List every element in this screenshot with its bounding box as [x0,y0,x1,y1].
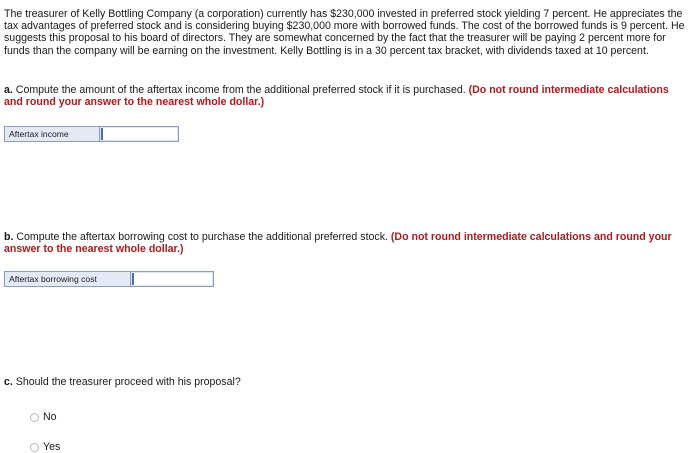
aftertax-income-row [4,126,179,142]
radio-yes-label[interactable]: Yes [43,441,61,453]
question-b-letter: b. [4,231,14,243]
question-c-letter: c. [4,376,13,388]
aftertax-income-label: Aftertax income [5,127,100,141]
aftertax-borrowing-cost-label: Aftertax borrowing cost [5,272,131,286]
aftertax-borrowing-cost-input[interactable] [132,273,212,285]
question-c-text: Should the treasurer proceed with his proposal? [12,376,241,388]
question-c [4,376,684,388]
aftertax-income-input[interactable] [101,128,177,140]
radio-no-circle-icon[interactable] [30,413,39,422]
question-a [4,84,684,108]
aftertax-borrowing-cost-row [4,271,214,287]
problem-statement: The treasurer of Kelly Bottling Company (a corporation) currently has $230,000 invested in preferred stock yielding 7 percent. He appreciates the tax advantages of preferred stock and is considering buying $230,000 more with borrowed funds. The cost of the borrowed funds is 9 percent. He suggests this proposal to his board of directors. They are somewhat concerned by the fact that the treasurer will be paying 2 percent more for funds than the company will be earning on the investment. Kelly Bottling is in a 30 percent tax bracket, with dividends taxed at 10 percent. [4,8,685,57]
radio-option-yes[interactable] [30,441,60,453]
radio-no-label[interactable]: No [43,411,57,423]
radio-option-no[interactable] [30,411,57,423]
question-b-text: Compute the aftertax borrowing cost to purchase the additional preferred stock. [13,231,391,243]
question-a-text: Compute the amount of the aftertax income from the additional preferred stock if it is purchased. [12,84,469,96]
question-a-instruction: (Do not round intermediate calculations and round your answer to the nearest whole dollar.) [4,84,669,109]
question-b-instruction: (Do not round intermediate calculations and round your answer to the nearest whole dollar.) [4,231,672,256]
question-a-letter: a. [4,84,13,96]
radio-yes-circle-icon[interactable] [30,443,39,452]
question-b [4,231,684,255]
